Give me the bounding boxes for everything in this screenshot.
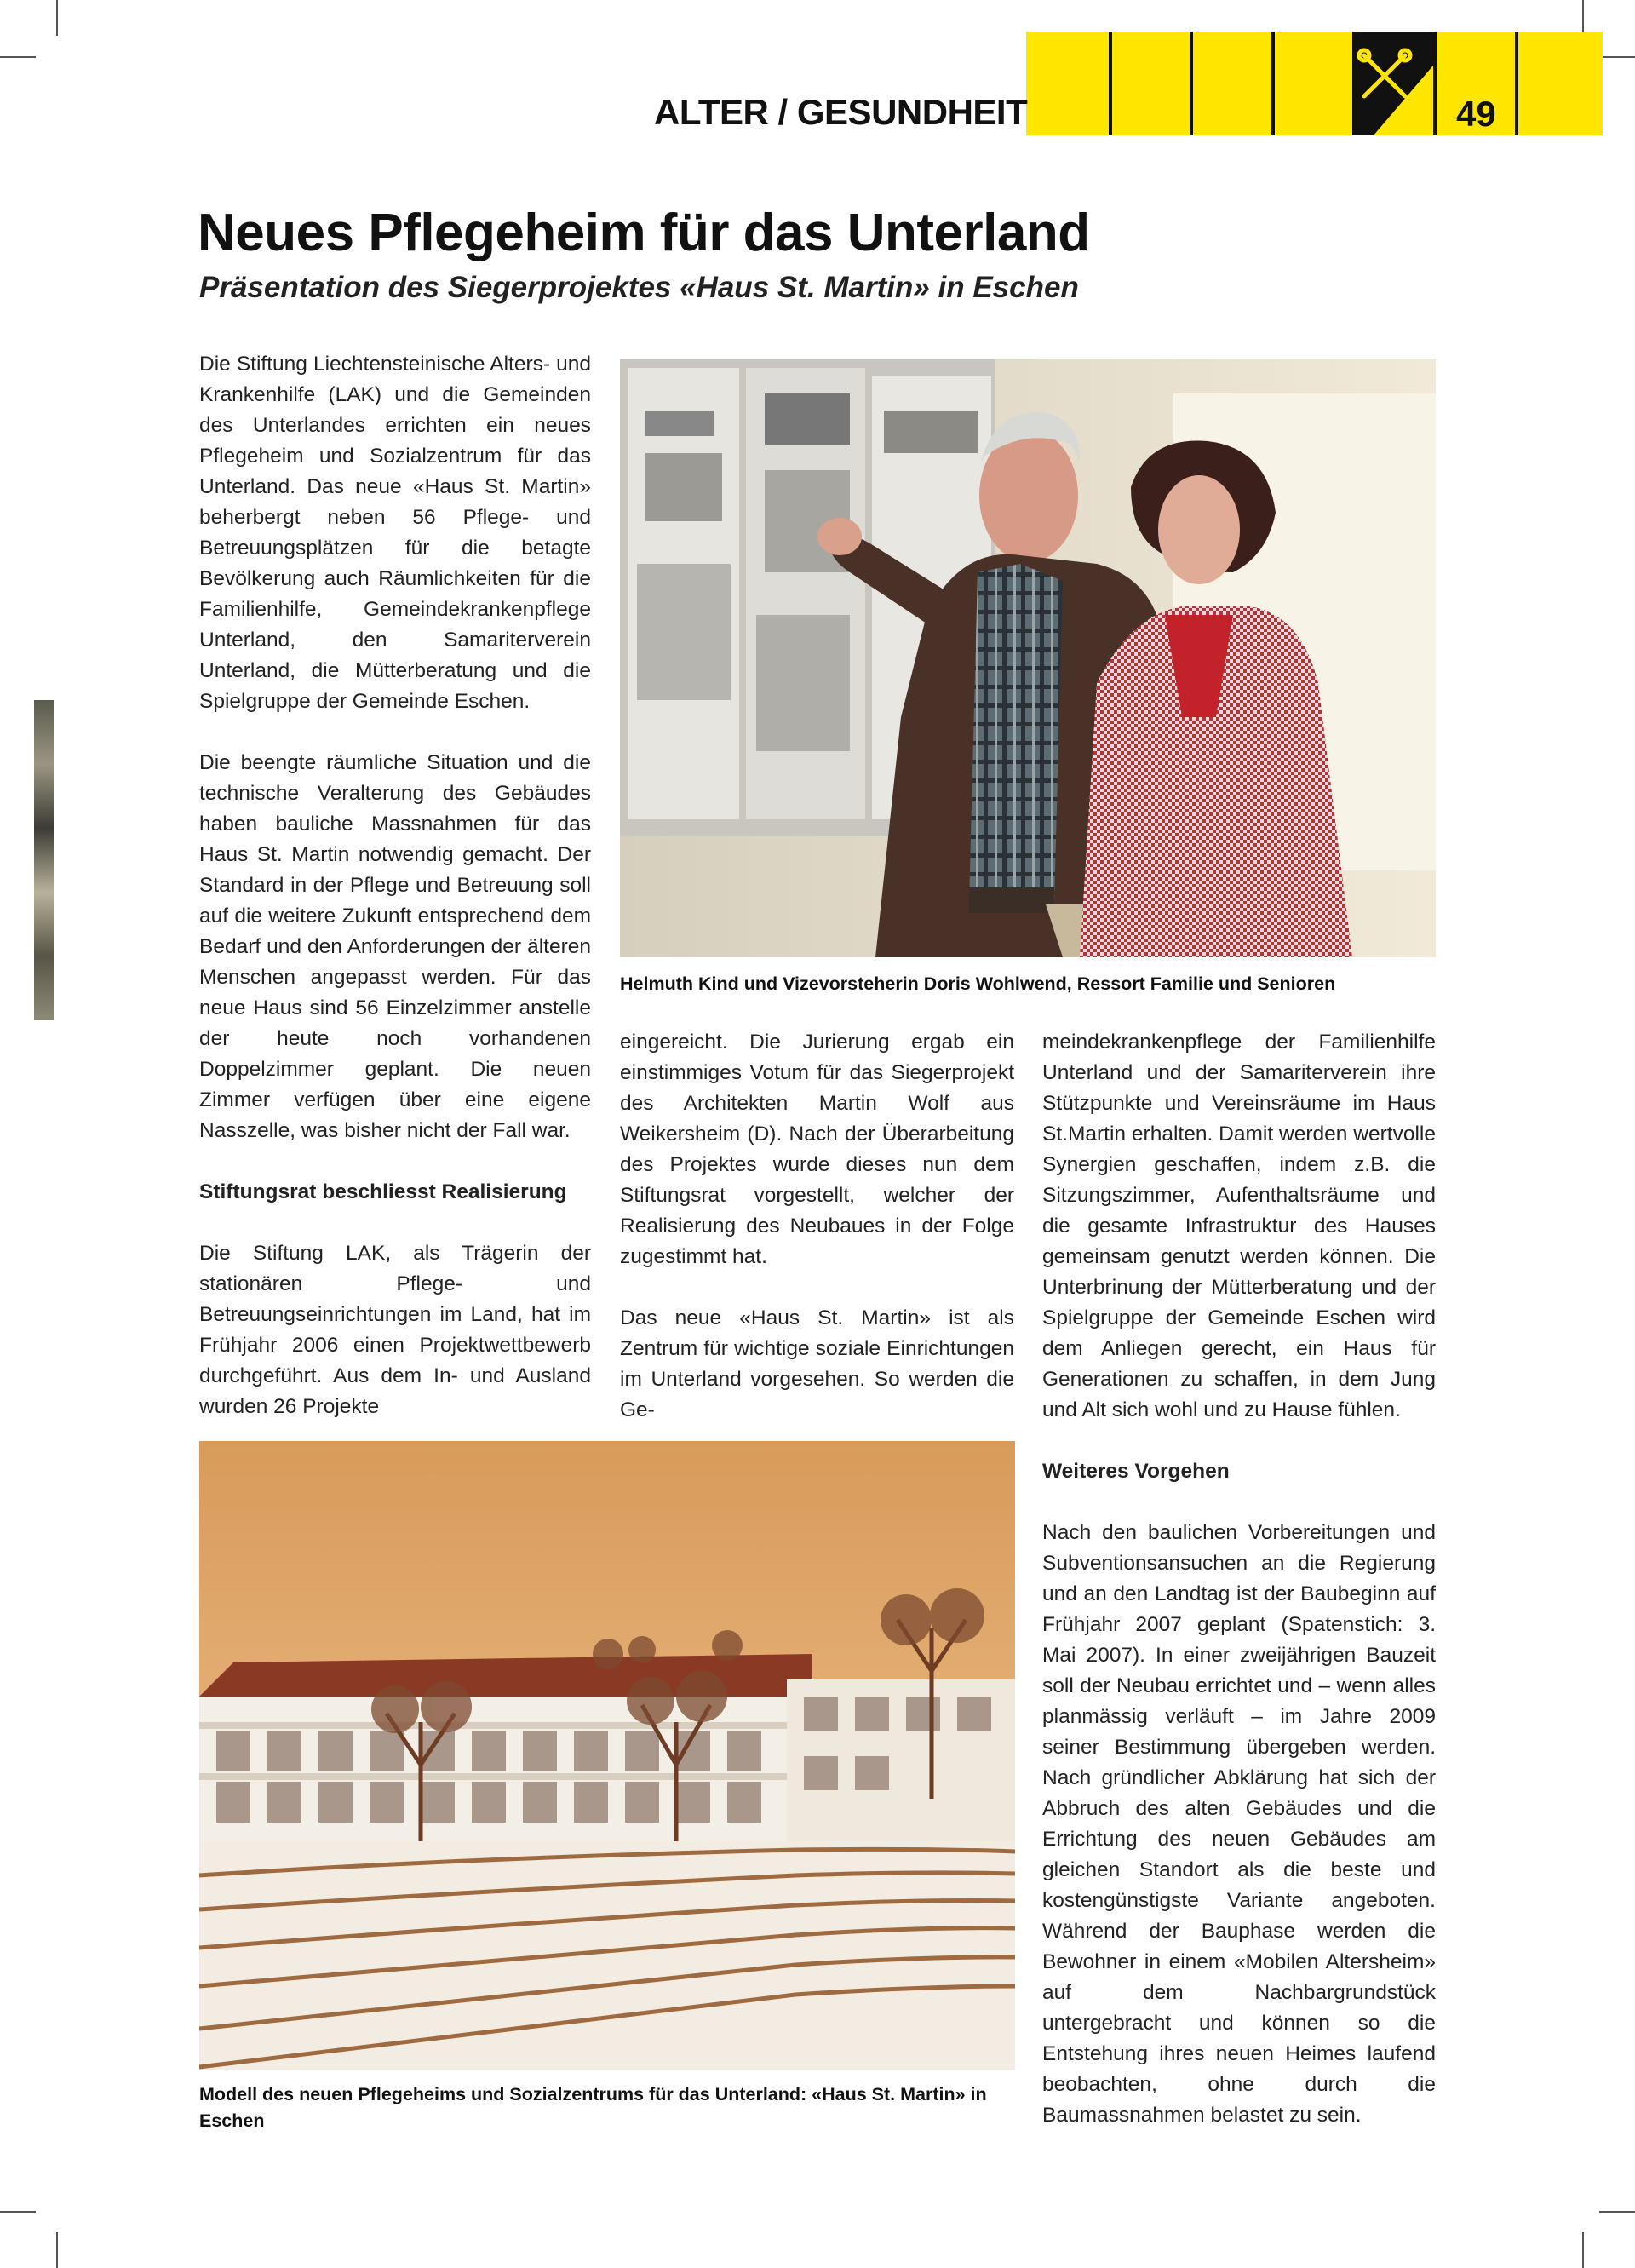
crop-mark — [1599, 56, 1635, 58]
text-column-3 — [1042, 1027, 1436, 2162]
page-number: 49 — [1456, 94, 1496, 134]
photo-people-at-plans — [620, 359, 1436, 957]
photo-caption: Modell des neuen Pflegeheims und Sozialzentrums für das Unterland: «Haus St. Martin» in Eschen — [199, 2084, 987, 2131]
crop-mark — [1582, 0, 1584, 36]
crop-mark — [0, 2211, 36, 2213]
crop-mark — [56, 0, 58, 36]
section-title: ALTER / GESUNDHEIT — [654, 92, 1028, 132]
crop-mark — [1582, 2232, 1584, 2268]
paragraph: meindekrankenpflege der Familienhilfe Unterland und der Samariterverein ihre Stützpunkte und Vereinsräume im Haus St.Martin erhalten. Damit werden wertvolle Synergien geschaffen, indem z.B. die Sitzungszimmer, Aufenthaltsräume und die gesamte Infrastruktur des Hauses gemeinsam genutzt werden können. Die Unterbrinung der Mütterberatung und der Spielgruppe der Gemeinde Eschen wird dem Anliegen gerecht, ein Haus für Generationen zu schaffen, in dem Jung und Alt sich wohl und zu Hause fühlen. — [1042, 1031, 1436, 1421]
edge-photo-strip — [34, 700, 54, 1020]
photo-architectural-model — [199, 1441, 1015, 2070]
photo-caption: Helmuth Kind und Vizevorsteherin Doris Wohlwend, Ressort Familie und Senioren — [620, 973, 1336, 994]
section-heading: Stiftungsrat beschliesst Realisierung — [199, 1180, 567, 1203]
article-title: Neues Pflegeheim für das Unterland — [198, 204, 1090, 262]
paragraph: Die Stiftung LAK, als Trägerin der stationären Pflege- und Betreuungseinrichtungen im Land, hat im Frühjahr 2006 einen Projektwettbewerb durchgeführt. Aus dem In- und Ausland wurden 26 Projekte — [199, 1242, 591, 1418]
crop-mark — [1599, 2211, 1635, 2213]
paragraph: eingereicht. Die Jurierung ergab ein einstimmiges Votum für das Siegerprojekt des Architekten Martin Wolf aus Weikersheim (D). Nach der Überarbeitung des Projektes wurde dieses nun dem Stiftungsrat vorgestellt, welcher der Realisierung des Neubaues in der Folge zugestimmt hat. — [620, 1031, 1014, 1268]
article-subtitle: Präsentation des Siegerprojektes «Haus St. Martin» in Eschen — [199, 271, 1079, 304]
crop-mark — [0, 56, 36, 58]
paragraph: Nach den baulichen Vorbereitungen und Subventionsansuchen an die Regierung und an den Landtag ist der Baubeginn auf Frühjahr 2007 geplant (Spatenstich: 3. Mai 2007). In einer zweijährigen Bauzeit soll der Neubau errichtet und – wenn alles planmässig verläuft – im Jahre 2009 seiner Bestimmung übergeben werden. Nach gründlicher Abklärung hat sich der Abbruch des alten Gebäudes und die Errichtung des neuen Gebäudes am gleichen Standort als die beste und kostengünstigste Variante angeboten. Während der Bauphase werden die Bewohner in einem «Mobilen Altersheim» auf dem Nachbargrundstück untergebracht und können so die Entstehung ihres neuen Heimes laufend beobachten, ohne durch die Baumassnahmen belastet zu sein. — [1042, 1521, 1436, 2127]
paragraph: Das neue «Haus St. Martin» ist als Zentrum für wichtige soziale Einrichtungen im Unterland vorgesehen. So werden die Ge- — [620, 1306, 1014, 1421]
section-header-bar — [1026, 32, 1603, 135]
paragraph: Die beengte räumliche Situation und die technische Veralterung des Gebäudes haben bauliche Massnahmen für das Haus St. Martin notwendig gemacht. Der Standard in der Pflege und Betreuung soll auf die weitere Zukunft entsprechend dem Bedarf und den Anforderungen der älteren Menschen angepasst werden. Für das neue Haus sind 56 Einzelzimmer anstelle der heute noch vorhandenen Doppelzimmer geplant. Die neuen Zimmer verfügen über eine eigene Nasszelle, was bisher nicht der Fall war. — [199, 751, 591, 1142]
section-heading: Weiteres Vorgehen — [1042, 1460, 1230, 1483]
coat-of-arms-icon — [1352, 32, 1433, 135]
paragraph: Die Stiftung Liechtensteinische Alters- und Krankenhilfe (LAK) und die Gemeinden des Unterlandes errichten ein neues Pflegeheim und Sozialzentrum für das Unterland. Das neue «Haus St. Martin» beherbergt neben 56 Pflege- und Betreuungsplätzen für die betagte Bevölkerung auch Räumlichkeiten für die Familienhilfe, Gemeindekrankenpflege Unterland, den Samariterverein Unterland, die Mütterberatung und die Spielgruppe der Gemeinde Eschen. — [199, 353, 591, 713]
crop-mark — [56, 2232, 58, 2268]
text-column-1 — [199, 349, 591, 1453]
text-column-2 — [620, 1027, 1014, 1456]
